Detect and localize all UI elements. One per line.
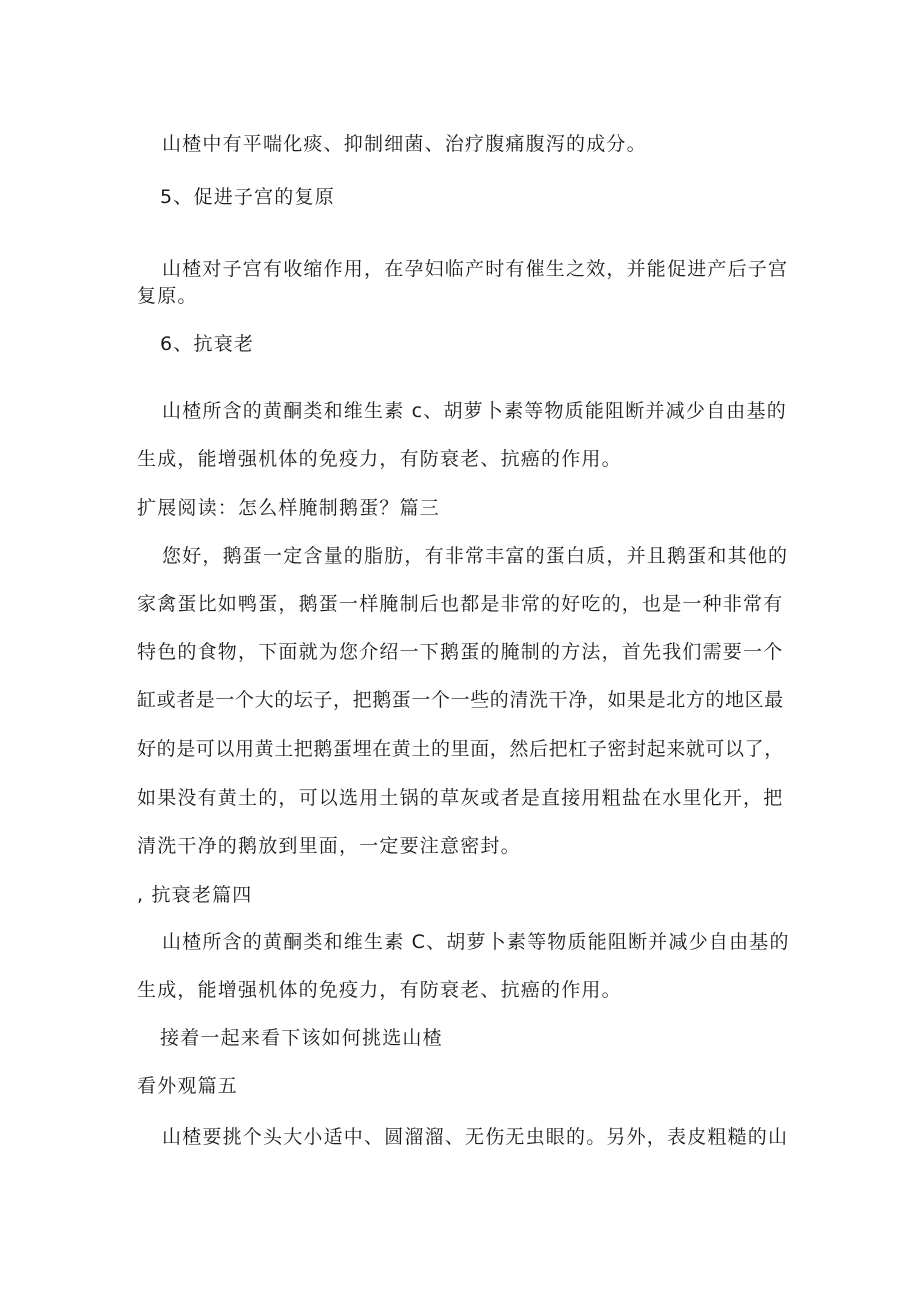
paragraph-line: 您好，鹅蛋一定含量的脂肪，有非常丰富的蛋白质，并且鹅蛋和其他的: [162, 545, 789, 567]
paragraph-line: 复原。: [137, 285, 198, 307]
paragraph-line: 如果没有黄土的，可以选用土锅的草灰或者是直接用粗盐在水里化开，把: [137, 787, 784, 809]
paragraph-line: 缸或者是一个大的坛子，把鹅蛋一个一些的清洗干净，如果是北方的地区最: [137, 689, 784, 711]
paragraph-line: 生成，能增强机体的免疫力，有防衰老、抗癌的作用。: [137, 979, 622, 1001]
paragraph-line: 山楂要挑个头大小适中、圆溜溜、无伤无虫眼的。另外，表皮粗糙的山: [162, 1126, 789, 1148]
article-heading: 看外观篇五: [137, 1075, 239, 1097]
paragraph-line: 山楂中有平喘化痰、抑制细菌、治疗腹痛腹泻的成分。: [162, 133, 647, 155]
paragraph-line: 山楂所含的黄酮类和维生素 C、胡萝卜素等物质能阻断并减少自由基的: [162, 931, 790, 953]
paragraph-line: 山楂所含的黄酮类和维生素 c、胡萝卜素等物质能阻断并减少自由基的: [162, 400, 787, 422]
paragraph-line: 山楂对子宫有收缩作用，在孕妇临产时有催生之效，并能促进产后子宫: [162, 258, 789, 280]
section-heading: 5、促进子宫的复原: [160, 186, 335, 208]
paragraph-line: 接着一起来看下该如何挑选山楂: [160, 1027, 443, 1049]
article-heading: , 抗衰老篇四: [137, 884, 253, 906]
paragraph-line: 生成，能增强机体的免疫力，有防衰老、抗癌的作用。: [137, 448, 622, 470]
paragraph-line: 好的是可以用黄土把鹅蛋埋在黄土的里面，然后把杠子密封起来就可以了，: [137, 738, 784, 760]
article-heading: 扩展阅读：怎么样腌制鹅蛋？篇三: [137, 497, 441, 519]
paragraph-line: 特色的食物，下面就为您介绍一下鹅蛋的腌制的方法，首先我们需要一个: [137, 641, 784, 663]
paragraph-line: 家禽蛋比如鸭蛋，鹅蛋一样腌制后也都是非常的好吃的，也是一种非常有: [137, 593, 784, 615]
section-heading: 6、抗衰老: [160, 333, 255, 355]
paragraph-line: 清洗干净的鹅放到里面，一定要注意密封。: [137, 835, 521, 857]
